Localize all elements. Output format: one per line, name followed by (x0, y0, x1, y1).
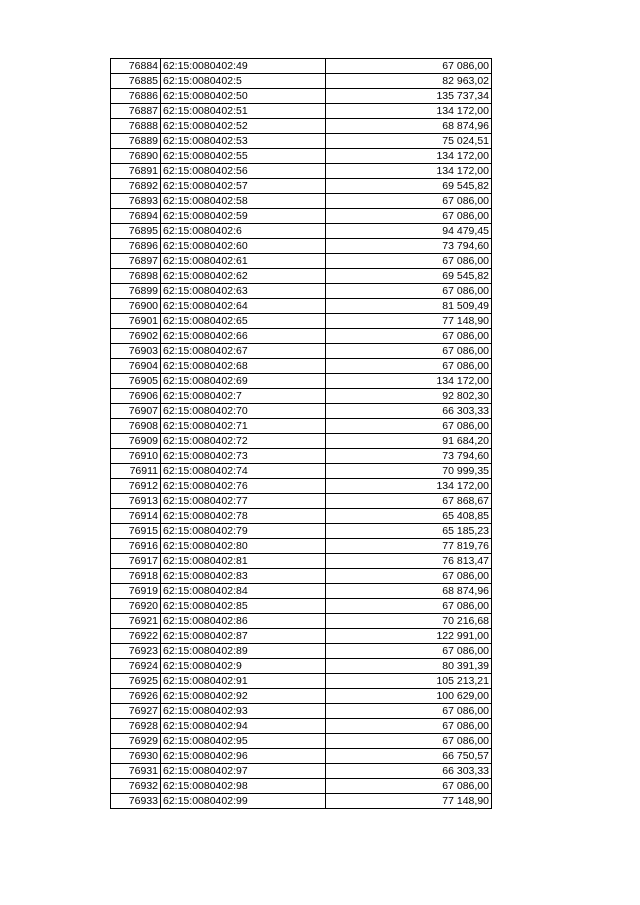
table-row (111, 254, 492, 269)
value-cell: 67 868,67 (326, 494, 492, 509)
cadastral-number-cell: 62:15:0080402:84 (161, 584, 326, 599)
value-cell: 67 086,00 (326, 704, 492, 719)
row-number-cell: 76887 (111, 104, 161, 119)
value-cell: 67 086,00 (326, 284, 492, 299)
row-number-cell: 76933 (111, 794, 161, 809)
row-number-cell: 76920 (111, 599, 161, 614)
cadastral-number-cell: 62:15:0080402:52 (161, 119, 326, 134)
row-number-cell: 76905 (111, 374, 161, 389)
cadastral-number-cell: 62:15:0080402:87 (161, 629, 326, 644)
row-number-cell: 76889 (111, 134, 161, 149)
row-number-cell: 76930 (111, 749, 161, 764)
cadastral-number-cell: 62:15:0080402:98 (161, 779, 326, 794)
table-row (111, 299, 492, 314)
table-row (111, 749, 492, 764)
table-row (111, 134, 492, 149)
table-row (111, 569, 492, 584)
table-body (111, 59, 492, 809)
row-number-cell: 76913 (111, 494, 161, 509)
table-row (111, 704, 492, 719)
cadastral-number-cell: 62:15:0080402:70 (161, 404, 326, 419)
cadastral-number-cell: 62:15:0080402:66 (161, 329, 326, 344)
cadastral-number-cell: 62:15:0080402:62 (161, 269, 326, 284)
value-cell: 91 684,20 (326, 434, 492, 449)
cadastral-number-cell: 62:15:0080402:85 (161, 599, 326, 614)
table-row (111, 149, 492, 164)
value-cell: 67 086,00 (326, 254, 492, 269)
data-table (110, 58, 492, 809)
row-number-cell: 76893 (111, 194, 161, 209)
cadastral-number-cell: 62:15:0080402:9 (161, 659, 326, 674)
value-cell: 65 408,85 (326, 509, 492, 524)
cadastral-number-cell: 62:15:0080402:93 (161, 704, 326, 719)
table-row (111, 74, 492, 89)
value-cell: 67 086,00 (326, 344, 492, 359)
value-cell: 134 172,00 (326, 374, 492, 389)
table-row (111, 389, 492, 404)
cadastral-number-cell: 62:15:0080402:60 (161, 239, 326, 254)
cadastral-number-cell: 62:15:0080402:53 (161, 134, 326, 149)
value-cell: 100 629,00 (326, 689, 492, 704)
value-cell: 82 963,02 (326, 74, 492, 89)
row-number-cell: 76897 (111, 254, 161, 269)
value-cell: 67 086,00 (326, 359, 492, 374)
row-number-cell: 76909 (111, 434, 161, 449)
cadastral-number-cell: 62:15:0080402:95 (161, 734, 326, 749)
table-row (111, 764, 492, 779)
table-row (111, 374, 492, 389)
value-cell: 105 213,21 (326, 674, 492, 689)
row-number-cell: 76892 (111, 179, 161, 194)
value-cell: 134 172,00 (326, 149, 492, 164)
cadastral-number-cell: 62:15:0080402:64 (161, 299, 326, 314)
table-row (111, 689, 492, 704)
row-number-cell: 76891 (111, 164, 161, 179)
row-number-cell: 76931 (111, 764, 161, 779)
cadastral-number-cell: 62:15:0080402:72 (161, 434, 326, 449)
table-row (111, 104, 492, 119)
table-row (111, 599, 492, 614)
cadastral-number-cell: 62:15:0080402:78 (161, 509, 326, 524)
value-cell: 135 737,34 (326, 89, 492, 104)
row-number-cell: 76918 (111, 569, 161, 584)
table-row (111, 464, 492, 479)
row-number-cell: 76912 (111, 479, 161, 494)
row-number-cell: 76927 (111, 704, 161, 719)
value-cell: 134 172,00 (326, 479, 492, 494)
row-number-cell: 76904 (111, 359, 161, 374)
cadastral-number-cell: 62:15:0080402:51 (161, 104, 326, 119)
table-row (111, 224, 492, 239)
table-row (111, 404, 492, 419)
value-cell: 92 802,30 (326, 389, 492, 404)
table-row (111, 314, 492, 329)
row-number-cell: 76929 (111, 734, 161, 749)
value-cell: 67 086,00 (326, 194, 492, 209)
row-number-cell: 76901 (111, 314, 161, 329)
table-row (111, 614, 492, 629)
cadastral-number-cell: 62:15:0080402:50 (161, 89, 326, 104)
table-row (111, 419, 492, 434)
row-number-cell: 76888 (111, 119, 161, 134)
cadastral-number-cell: 62:15:0080402:69 (161, 374, 326, 389)
cadastral-number-cell: 62:15:0080402:49 (161, 59, 326, 74)
row-number-cell: 76911 (111, 464, 161, 479)
table-row (111, 434, 492, 449)
row-number-cell: 76886 (111, 89, 161, 104)
cadastral-number-cell: 62:15:0080402:83 (161, 569, 326, 584)
value-cell: 67 086,00 (326, 569, 492, 584)
value-cell: 69 545,82 (326, 269, 492, 284)
cadastral-number-cell: 62:15:0080402:63 (161, 284, 326, 299)
value-cell: 81 509,49 (326, 299, 492, 314)
value-cell: 70 999,35 (326, 464, 492, 479)
table-row (111, 779, 492, 794)
row-number-cell: 76916 (111, 539, 161, 554)
value-cell: 67 086,00 (326, 419, 492, 434)
table-row (111, 179, 492, 194)
table-row (111, 794, 492, 809)
row-number-cell: 76908 (111, 419, 161, 434)
row-number-cell: 76896 (111, 239, 161, 254)
table-row (111, 329, 492, 344)
value-cell: 70 216,68 (326, 614, 492, 629)
cadastral-number-cell: 62:15:0080402:74 (161, 464, 326, 479)
table-row (111, 269, 492, 284)
value-cell: 67 086,00 (326, 644, 492, 659)
value-cell: 66 750,57 (326, 749, 492, 764)
value-cell: 65 185,23 (326, 524, 492, 539)
cadastral-number-cell: 62:15:0080402:7 (161, 389, 326, 404)
value-cell: 67 086,00 (326, 779, 492, 794)
table-row (111, 524, 492, 539)
cadastral-number-cell: 62:15:0080402:76 (161, 479, 326, 494)
row-number-cell: 76903 (111, 344, 161, 359)
table-row (111, 359, 492, 374)
cadastral-number-cell: 62:15:0080402:65 (161, 314, 326, 329)
table-row (111, 674, 492, 689)
value-cell: 122 991,00 (326, 629, 492, 644)
row-number-cell: 76917 (111, 554, 161, 569)
row-number-cell: 76906 (111, 389, 161, 404)
row-number-cell: 76924 (111, 659, 161, 674)
row-number-cell: 76928 (111, 719, 161, 734)
value-cell: 134 172,00 (326, 104, 492, 119)
row-number-cell: 76914 (111, 509, 161, 524)
cadastral-number-cell: 62:15:0080402:56 (161, 164, 326, 179)
value-cell: 67 086,00 (326, 59, 492, 74)
value-cell: 67 086,00 (326, 719, 492, 734)
row-number-cell: 76890 (111, 149, 161, 164)
row-number-cell: 76923 (111, 644, 161, 659)
cadastral-number-cell: 62:15:0080402:86 (161, 614, 326, 629)
row-number-cell: 76902 (111, 329, 161, 344)
row-number-cell: 76925 (111, 674, 161, 689)
row-number-cell: 76884 (111, 59, 161, 74)
cadastral-number-cell: 62:15:0080402:94 (161, 719, 326, 734)
cadastral-number-cell: 62:15:0080402:80 (161, 539, 326, 554)
table-row (111, 89, 492, 104)
table-row (111, 164, 492, 179)
table-row (111, 629, 492, 644)
value-cell: 66 303,33 (326, 404, 492, 419)
row-number-cell: 76921 (111, 614, 161, 629)
table-row (111, 734, 492, 749)
value-cell: 67 086,00 (326, 209, 492, 224)
value-cell: 94 479,45 (326, 224, 492, 239)
row-number-cell: 76915 (111, 524, 161, 539)
cadastral-number-cell: 62:15:0080402:79 (161, 524, 326, 539)
row-number-cell: 76919 (111, 584, 161, 599)
table-row (111, 119, 492, 134)
cadastral-number-cell: 62:15:0080402:97 (161, 764, 326, 779)
table-row (111, 59, 492, 74)
table-row (111, 644, 492, 659)
value-cell: 67 086,00 (326, 329, 492, 344)
row-number-cell: 76926 (111, 689, 161, 704)
cadastral-number-cell: 62:15:0080402:59 (161, 209, 326, 224)
value-cell: 73 794,60 (326, 239, 492, 254)
table-row (111, 584, 492, 599)
row-number-cell: 76898 (111, 269, 161, 284)
cadastral-number-cell: 62:15:0080402:61 (161, 254, 326, 269)
table-row (111, 659, 492, 674)
cadastral-number-cell: 62:15:0080402:96 (161, 749, 326, 764)
cadastral-number-cell: 62:15:0080402:6 (161, 224, 326, 239)
cadastral-number-cell: 62:15:0080402:91 (161, 674, 326, 689)
cadastral-number-cell: 62:15:0080402:5 (161, 74, 326, 89)
table-row (111, 449, 492, 464)
table-row (111, 719, 492, 734)
table-row (111, 554, 492, 569)
value-cell: 80 391,39 (326, 659, 492, 674)
cadastral-number-cell: 62:15:0080402:92 (161, 689, 326, 704)
value-cell: 66 303,33 (326, 764, 492, 779)
cadastral-number-cell: 62:15:0080402:57 (161, 179, 326, 194)
table-row (111, 494, 492, 509)
row-number-cell: 76922 (111, 629, 161, 644)
row-number-cell: 76899 (111, 284, 161, 299)
value-cell: 77 148,90 (326, 794, 492, 809)
table-row (111, 284, 492, 299)
row-number-cell: 76894 (111, 209, 161, 224)
cadastral-number-cell: 62:15:0080402:81 (161, 554, 326, 569)
table-row (111, 479, 492, 494)
table-row (111, 239, 492, 254)
value-cell: 69 545,82 (326, 179, 492, 194)
row-number-cell: 76895 (111, 224, 161, 239)
value-cell: 76 813,47 (326, 554, 492, 569)
row-number-cell: 76900 (111, 299, 161, 314)
value-cell: 134 172,00 (326, 164, 492, 179)
value-cell: 75 024,51 (326, 134, 492, 149)
value-cell: 68 874,96 (326, 584, 492, 599)
cadastral-number-cell: 62:15:0080402:71 (161, 419, 326, 434)
table-row (111, 194, 492, 209)
value-cell: 68 874,96 (326, 119, 492, 134)
cadastral-number-cell: 62:15:0080402:99 (161, 794, 326, 809)
row-number-cell: 76885 (111, 74, 161, 89)
cadastral-number-cell: 62:15:0080402:55 (161, 149, 326, 164)
row-number-cell: 76907 (111, 404, 161, 419)
cadastral-number-cell: 62:15:0080402:58 (161, 194, 326, 209)
table-row (111, 344, 492, 359)
table-row (111, 539, 492, 554)
cadastral-number-cell: 62:15:0080402:77 (161, 494, 326, 509)
table-row (111, 509, 492, 524)
cadastral-number-cell: 62:15:0080402:89 (161, 644, 326, 659)
value-cell: 73 794,60 (326, 449, 492, 464)
value-cell: 67 086,00 (326, 734, 492, 749)
table-row (111, 209, 492, 224)
row-number-cell: 76932 (111, 779, 161, 794)
value-cell: 77 148,90 (326, 314, 492, 329)
row-number-cell: 76910 (111, 449, 161, 464)
value-cell: 77 819,76 (326, 539, 492, 554)
cadastral-number-cell: 62:15:0080402:67 (161, 344, 326, 359)
cadastral-number-cell: 62:15:0080402:68 (161, 359, 326, 374)
value-cell: 67 086,00 (326, 599, 492, 614)
cadastral-number-cell: 62:15:0080402:73 (161, 449, 326, 464)
